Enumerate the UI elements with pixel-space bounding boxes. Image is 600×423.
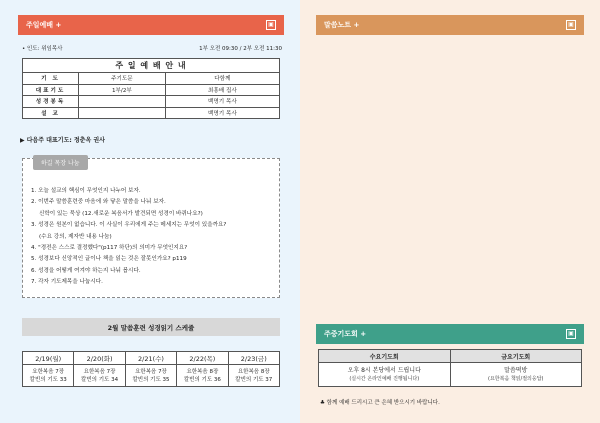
list-item: 5. 성경보다 신앙적인 글이나 책을 읽는 것은 잘못인가요? p119 [31, 256, 187, 263]
plan-date: 2/21(수) [125, 352, 176, 365]
column-header: 금요기도회 [450, 350, 582, 363]
weekday-prayer-title: 주중기도회 + [324, 330, 367, 338]
reading-plan-table [22, 351, 280, 387]
friday-cell [450, 363, 582, 387]
friday-sub: (요한복음 책읽/절의응답) [488, 375, 544, 382]
list-item: 3. 성경은 원본이 없습니다. 이 사실이 우리에게 주는 메세지는 무엇이 있을까요? [31, 222, 227, 229]
list-item: 4. "경전은 스스로 결정했다"(p117 하단)의 의미가 무엇인지요? [31, 245, 188, 252]
next-prayer-leader: ▶ 다음주 대표기도: 정춘옥 권사 [20, 137, 105, 144]
sermon-notes-title: 말씀노트 + [324, 21, 360, 29]
row-person: 백명기 목사 [165, 107, 279, 119]
discussion-box [22, 158, 280, 298]
plan-reading: 요한복음 7장 [135, 368, 167, 375]
notebook-icon[interactable]: ▣ [566, 329, 576, 339]
row-label: 설 교 [23, 107, 79, 119]
column-header: 수요기도회 [319, 350, 451, 363]
row-label: 성경봉독 [23, 96, 79, 108]
service-times: 1부 오전 09:30 / 2부 오전 11:30 [199, 46, 282, 52]
plan-prayer: 칼빈의 기도 36 [183, 376, 221, 383]
plan-reading: 요한복음 7장 [32, 368, 65, 375]
row-value: 1부/2부 [79, 84, 166, 96]
row-person: 다함께 [165, 73, 279, 85]
plan-prayer: 칼빈의 기도 34 [81, 376, 119, 383]
wednesday-cell [319, 363, 451, 387]
table-row [23, 352, 280, 365]
service-table-title: 주 일 예 배 안 내 [23, 59, 280, 73]
list-item: 신학이 있는 묵상 (12.새로운 복음서가 발견되면 성경이 바뀌나요?) [39, 210, 203, 217]
plan-date: 2/22(목) [177, 352, 228, 365]
discussion-badge: 하길 목장 나눔 [33, 155, 88, 170]
table-row [23, 96, 280, 108]
service-table [22, 58, 280, 119]
list-item: 6. 성경을 어떻게 여겨야 하는지 나눠 봅시다. [31, 267, 141, 274]
table-row [23, 73, 280, 85]
list-item: 1. 오늘 설교의 핵심이 무엇인지 나누어 보자. [31, 188, 141, 194]
plan-cell [177, 365, 228, 387]
plan-cell [23, 365, 74, 387]
sunday-service-title: 주일예배 + [26, 21, 62, 29]
row-label: 대표기도 [23, 84, 79, 96]
preacher-text: • 인도: 위임목사 [22, 46, 63, 52]
notebook-icon[interactable]: ▣ [566, 20, 576, 30]
row-value [79, 96, 166, 108]
weekday-prayer-header[interactable] [316, 324, 584, 344]
table-row [23, 107, 280, 119]
list-item: 7. 각자 기도제목을 나눕시다. [31, 279, 103, 286]
friday-main: 말씀떡방 [504, 366, 528, 374]
prayer-meeting-table [318, 349, 582, 387]
plan-reading: 요한복음 8장 [186, 368, 219, 375]
table-row [319, 350, 582, 363]
plan-cell [125, 365, 176, 387]
closing-note: ♣ 함께 예배 드리시고 큰 은혜 받으시기 바랍니다. [320, 400, 440, 406]
plan-cell [74, 365, 125, 387]
table-row [319, 363, 582, 387]
wednesday-sub: (실시간 온라인예배 진행됩니다) [349, 375, 420, 382]
plan-date: 2/19(월) [23, 352, 74, 365]
sermon-notes-header[interactable] [316, 15, 584, 35]
plan-prayer: 칼빈의 기도 33 [29, 376, 67, 383]
plan-reading: 요한복음 7장 [83, 368, 116, 375]
row-label: 기 도 [23, 73, 79, 85]
plan-date: 2/23(금) [228, 352, 279, 365]
list-item: 2. 이번주 말씀훈련중 마음에 와 닿은 말씀을 나눠 보자. [31, 199, 166, 206]
row-person: 최흥배 집사 [165, 84, 279, 96]
plan-date: 2/20(화) [74, 352, 125, 365]
row-value: 주기도문 [79, 73, 166, 85]
plan-prayer: 칼빈의 기도 37 [235, 376, 273, 383]
service-info-row [22, 44, 282, 52]
plan-prayer: 칼빈의 기도 35 [132, 376, 170, 383]
plan-reading: 요한복음 8장 [237, 368, 270, 375]
table-row [23, 84, 280, 96]
list-item: (수요 강의, 제자반 내용 나눔) [39, 233, 112, 240]
discussion-list [31, 186, 273, 289]
row-person: 백명기 목사 [165, 96, 279, 108]
row-value [79, 107, 166, 119]
plan-cell [228, 365, 279, 387]
sunday-service-header[interactable] [18, 15, 284, 35]
wednesday-main: 오후 8시 본당에서 드립니다 [347, 366, 421, 374]
table-row [23, 365, 280, 387]
reading-plan-title: 2월 말씀훈련 성경읽기 스케쥴 [22, 318, 280, 336]
notebook-icon[interactable]: ▣ [266, 20, 276, 30]
